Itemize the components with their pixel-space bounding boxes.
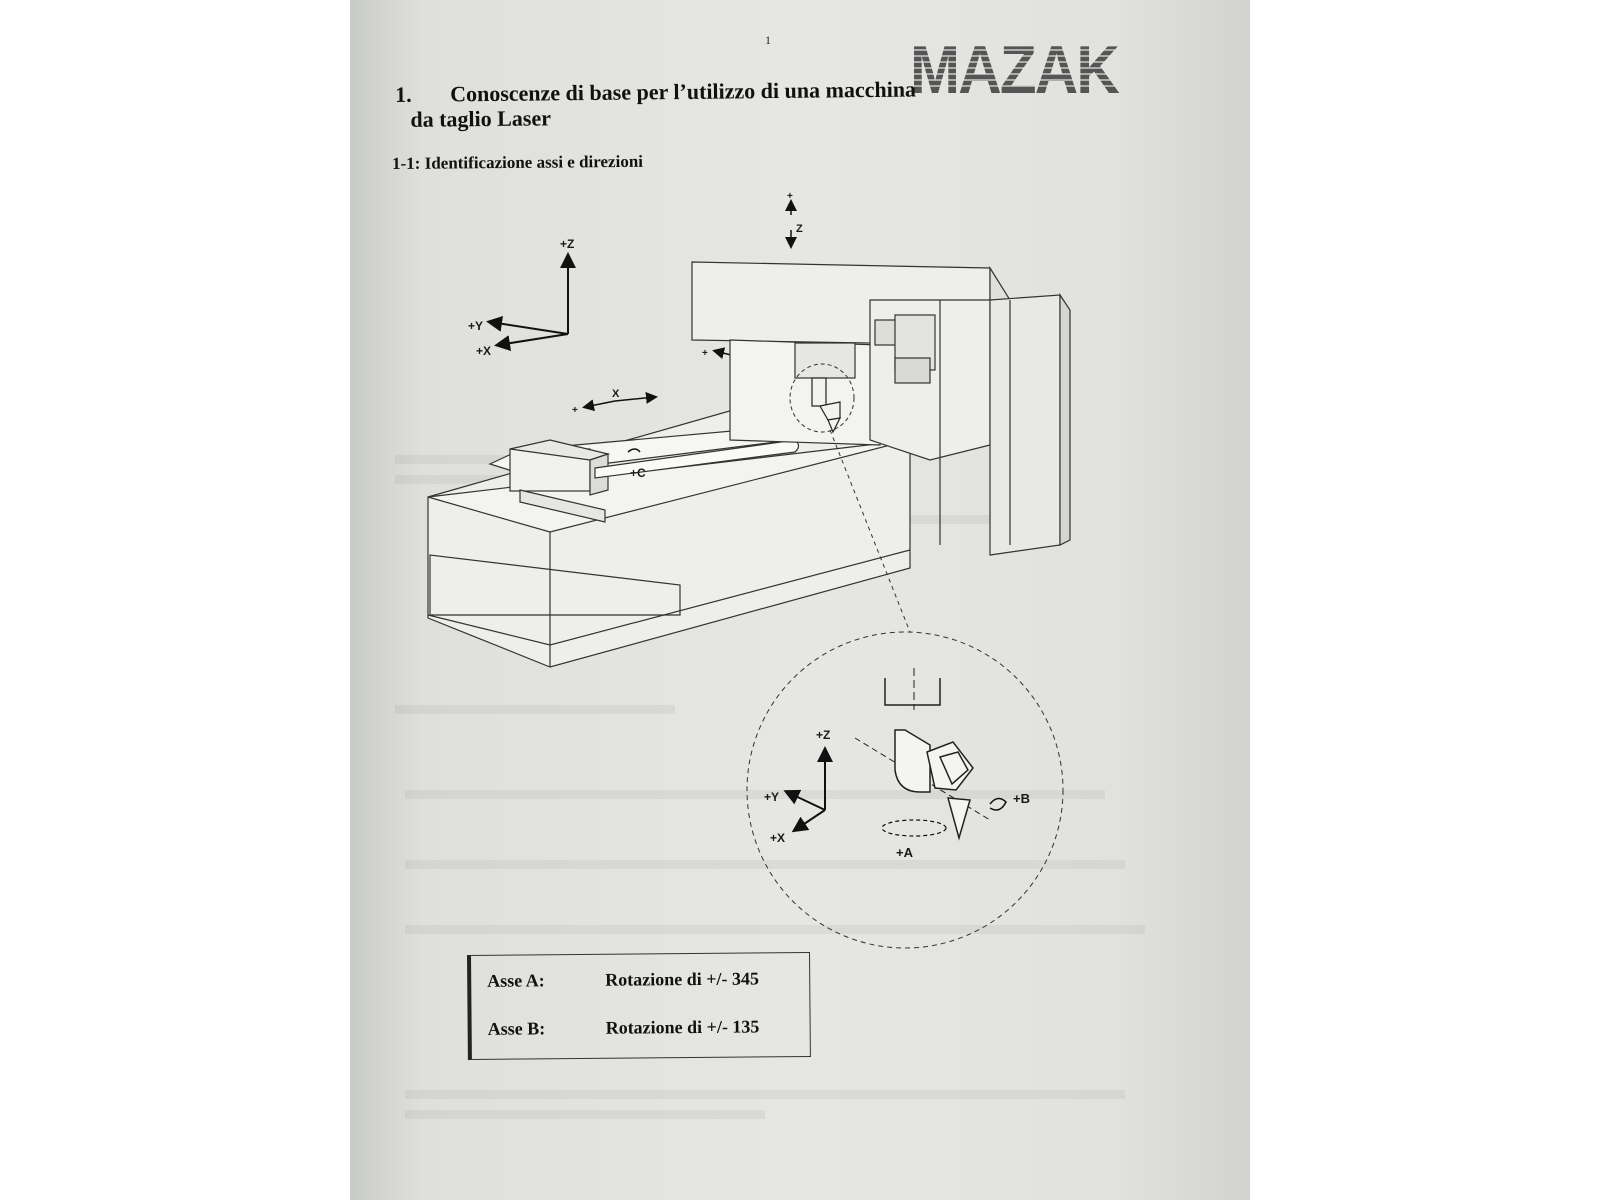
subsection-heading: 1-1: Identificazione assi e direzioni — [392, 151, 644, 173]
svg-text:MAZAK: MAZAK — [910, 32, 1120, 108]
machine-base — [428, 408, 910, 667]
axis-rotation-table — [467, 952, 811, 1060]
table-row — [488, 1016, 760, 1039]
b-axis-label: +B — [1013, 791, 1030, 806]
background-left — [0, 0, 350, 1200]
y-plus-sign: + — [702, 348, 708, 359]
z-motion-label: Z — [796, 223, 803, 235]
a-axis-label: +A — [896, 845, 913, 860]
axis-label-z: +Z — [560, 237, 575, 251]
row-value: Rotazione di +/- 135 — [605, 1016, 760, 1038]
row-label: Asse A: — [487, 970, 545, 991]
axis-label-y: +Y — [468, 319, 484, 333]
row-label: Asse B: — [487, 1018, 546, 1039]
c-axis-label: +C — [630, 466, 646, 480]
nozzle-detail — [855, 668, 990, 838]
axis-triad-detail — [787, 750, 825, 830]
page-number: 1 — [765, 33, 771, 47]
heading-line-2: da taglio Laser — [410, 105, 552, 132]
document-page — [350, 0, 1250, 1200]
table-row — [487, 968, 759, 991]
detail-label-x: +X — [770, 831, 786, 845]
z-plus-sign: + — [787, 191, 793, 202]
heading-line-1: Conoscenze di base per l’utilizzo di una macchina — [449, 76, 917, 107]
x-motion-label: X — [612, 388, 620, 400]
background-right — [1250, 0, 1600, 1200]
axis-label-x: +X — [476, 344, 492, 358]
detail-label-z: +Z — [816, 728, 831, 742]
x-plus-sign: + — [572, 405, 578, 416]
detail-label-y: +Y — [764, 790, 780, 804]
row-value: Rotazione di +/- 345 — [605, 968, 760, 990]
axis-triad-main — [490, 256, 568, 345]
section-number: 1. — [395, 81, 412, 107]
